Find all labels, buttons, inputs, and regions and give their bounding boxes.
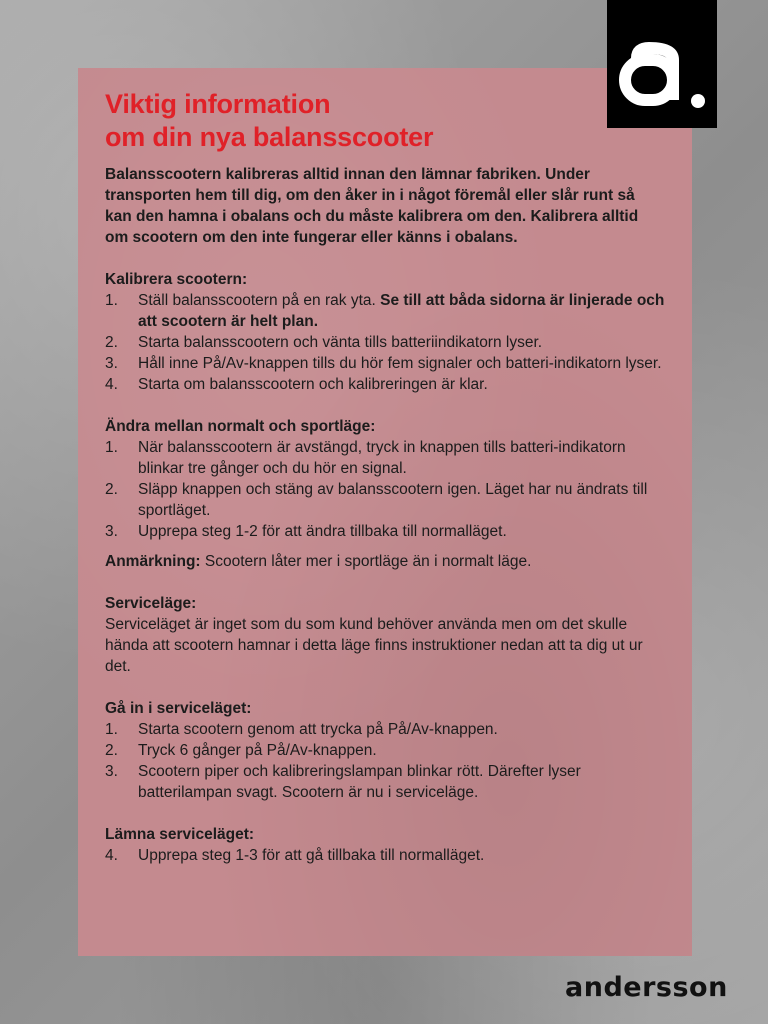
page-title	[105, 88, 665, 154]
list-item	[105, 332, 665, 353]
list-item	[105, 761, 665, 803]
step-number: 1.	[105, 292, 118, 309]
step-number: 1.	[105, 439, 118, 456]
step-text: När balansscootern är avstängd, tryck in knappen tills batteri-indikatorn blinkar tre gånger och du hör en signal.	[138, 439, 626, 477]
service-heading: Serviceläge:	[105, 595, 197, 612]
note-label: Anmärkning:	[105, 553, 201, 570]
step-number: 3.	[105, 763, 118, 780]
step-text: Ställ balansscootern på en rak yta.	[138, 292, 381, 309]
step-text: Scootern piper och kalibreringslampan blinkar rött. Därefter lyser batterilampan svagt. Scootern är nu i serviceläge.	[138, 763, 581, 801]
spacer	[105, 677, 665, 698]
leave-service-steps	[105, 845, 665, 866]
step-text: Starta balansscootern och vänta tills batteriindikatorn lyser.	[138, 334, 543, 351]
step-number: 3.	[105, 523, 118, 540]
title-line-1: Viktig information	[105, 89, 331, 119]
sport-mode-heading: Ändra mellan normalt och sportläge:	[105, 418, 376, 435]
list-item	[105, 479, 665, 521]
list-item	[105, 374, 665, 395]
list-item	[105, 740, 665, 761]
enter-service-steps	[105, 719, 665, 803]
spacer	[105, 803, 665, 824]
note-text: Scootern låter mer i sportläge än i normalt läge.	[200, 553, 532, 570]
step-text: Upprepa steg 1-3 för att gå tillbaka till normalläget.	[138, 847, 485, 864]
step-number: 2.	[105, 742, 118, 759]
step-number: 2.	[105, 481, 118, 498]
step-text-bold: Se till att båda sidorna är linjerade och att scootern är helt plan.	[138, 292, 665, 330]
step-number: 4.	[105, 847, 118, 864]
list-item	[105, 353, 665, 374]
step-text: Starta om balansscootern och kalibreringen är klar.	[138, 376, 488, 393]
sport-mode-steps	[105, 437, 665, 542]
step-text: Släpp knappen och stäng av balansscootern igen. Läget har nu ändrats till sportläget.	[138, 481, 648, 519]
spacer	[105, 572, 665, 593]
list-item	[105, 290, 665, 332]
title-line-2: om din nya balansscooter	[105, 122, 434, 152]
step-number: 1.	[105, 721, 118, 738]
step-number: 2.	[105, 334, 118, 351]
intro-paragraph: Balansscootern kalibreras alltid innan den lämnar fabriken. Under transporten hem till dig, om den åker in i något föremål eller slår runt så kan den hamna i obalans och du måste kalibrera om den. Kalibrera alltid om scootern om den inte fungerar eller känns i obalans.	[105, 166, 639, 246]
step-text: Starta scootern genom att trycka på På/Av-knappen.	[138, 721, 498, 738]
service-paragraph: Serviceläget är inget som du som kund behöver använda men om det skulle hända att scootern hamnar i detta läge finns instruktioner nedan att ta dig ut ur det.	[105, 616, 643, 675]
calibrate-steps	[105, 290, 665, 395]
brand-wordmark: andersson	[565, 972, 728, 1003]
spacer	[105, 542, 665, 551]
step-number: 4.	[105, 376, 118, 393]
spacer	[105, 395, 665, 416]
calibrate-heading: Kalibrera scootern:	[105, 271, 248, 288]
step-text: Upprepa steg 1-2 för att ändra tillbaka till normalläget.	[138, 523, 507, 540]
document-content	[105, 88, 665, 866]
leave-service-heading: Lämna serviceläget:	[105, 826, 255, 843]
step-text: Tryck 6 gånger på På/Av-knappen.	[138, 742, 377, 759]
list-item	[105, 845, 665, 866]
list-item	[105, 719, 665, 740]
list-item	[105, 521, 665, 542]
step-text: Håll inne På/Av-knappen tills du hör fem signaler och batteri-indikatorn lyser.	[138, 355, 662, 372]
note-paragraph	[105, 551, 665, 572]
step-number: 3.	[105, 355, 118, 372]
enter-service-heading: Gå in i serviceläget:	[105, 700, 252, 717]
list-item	[105, 437, 665, 479]
